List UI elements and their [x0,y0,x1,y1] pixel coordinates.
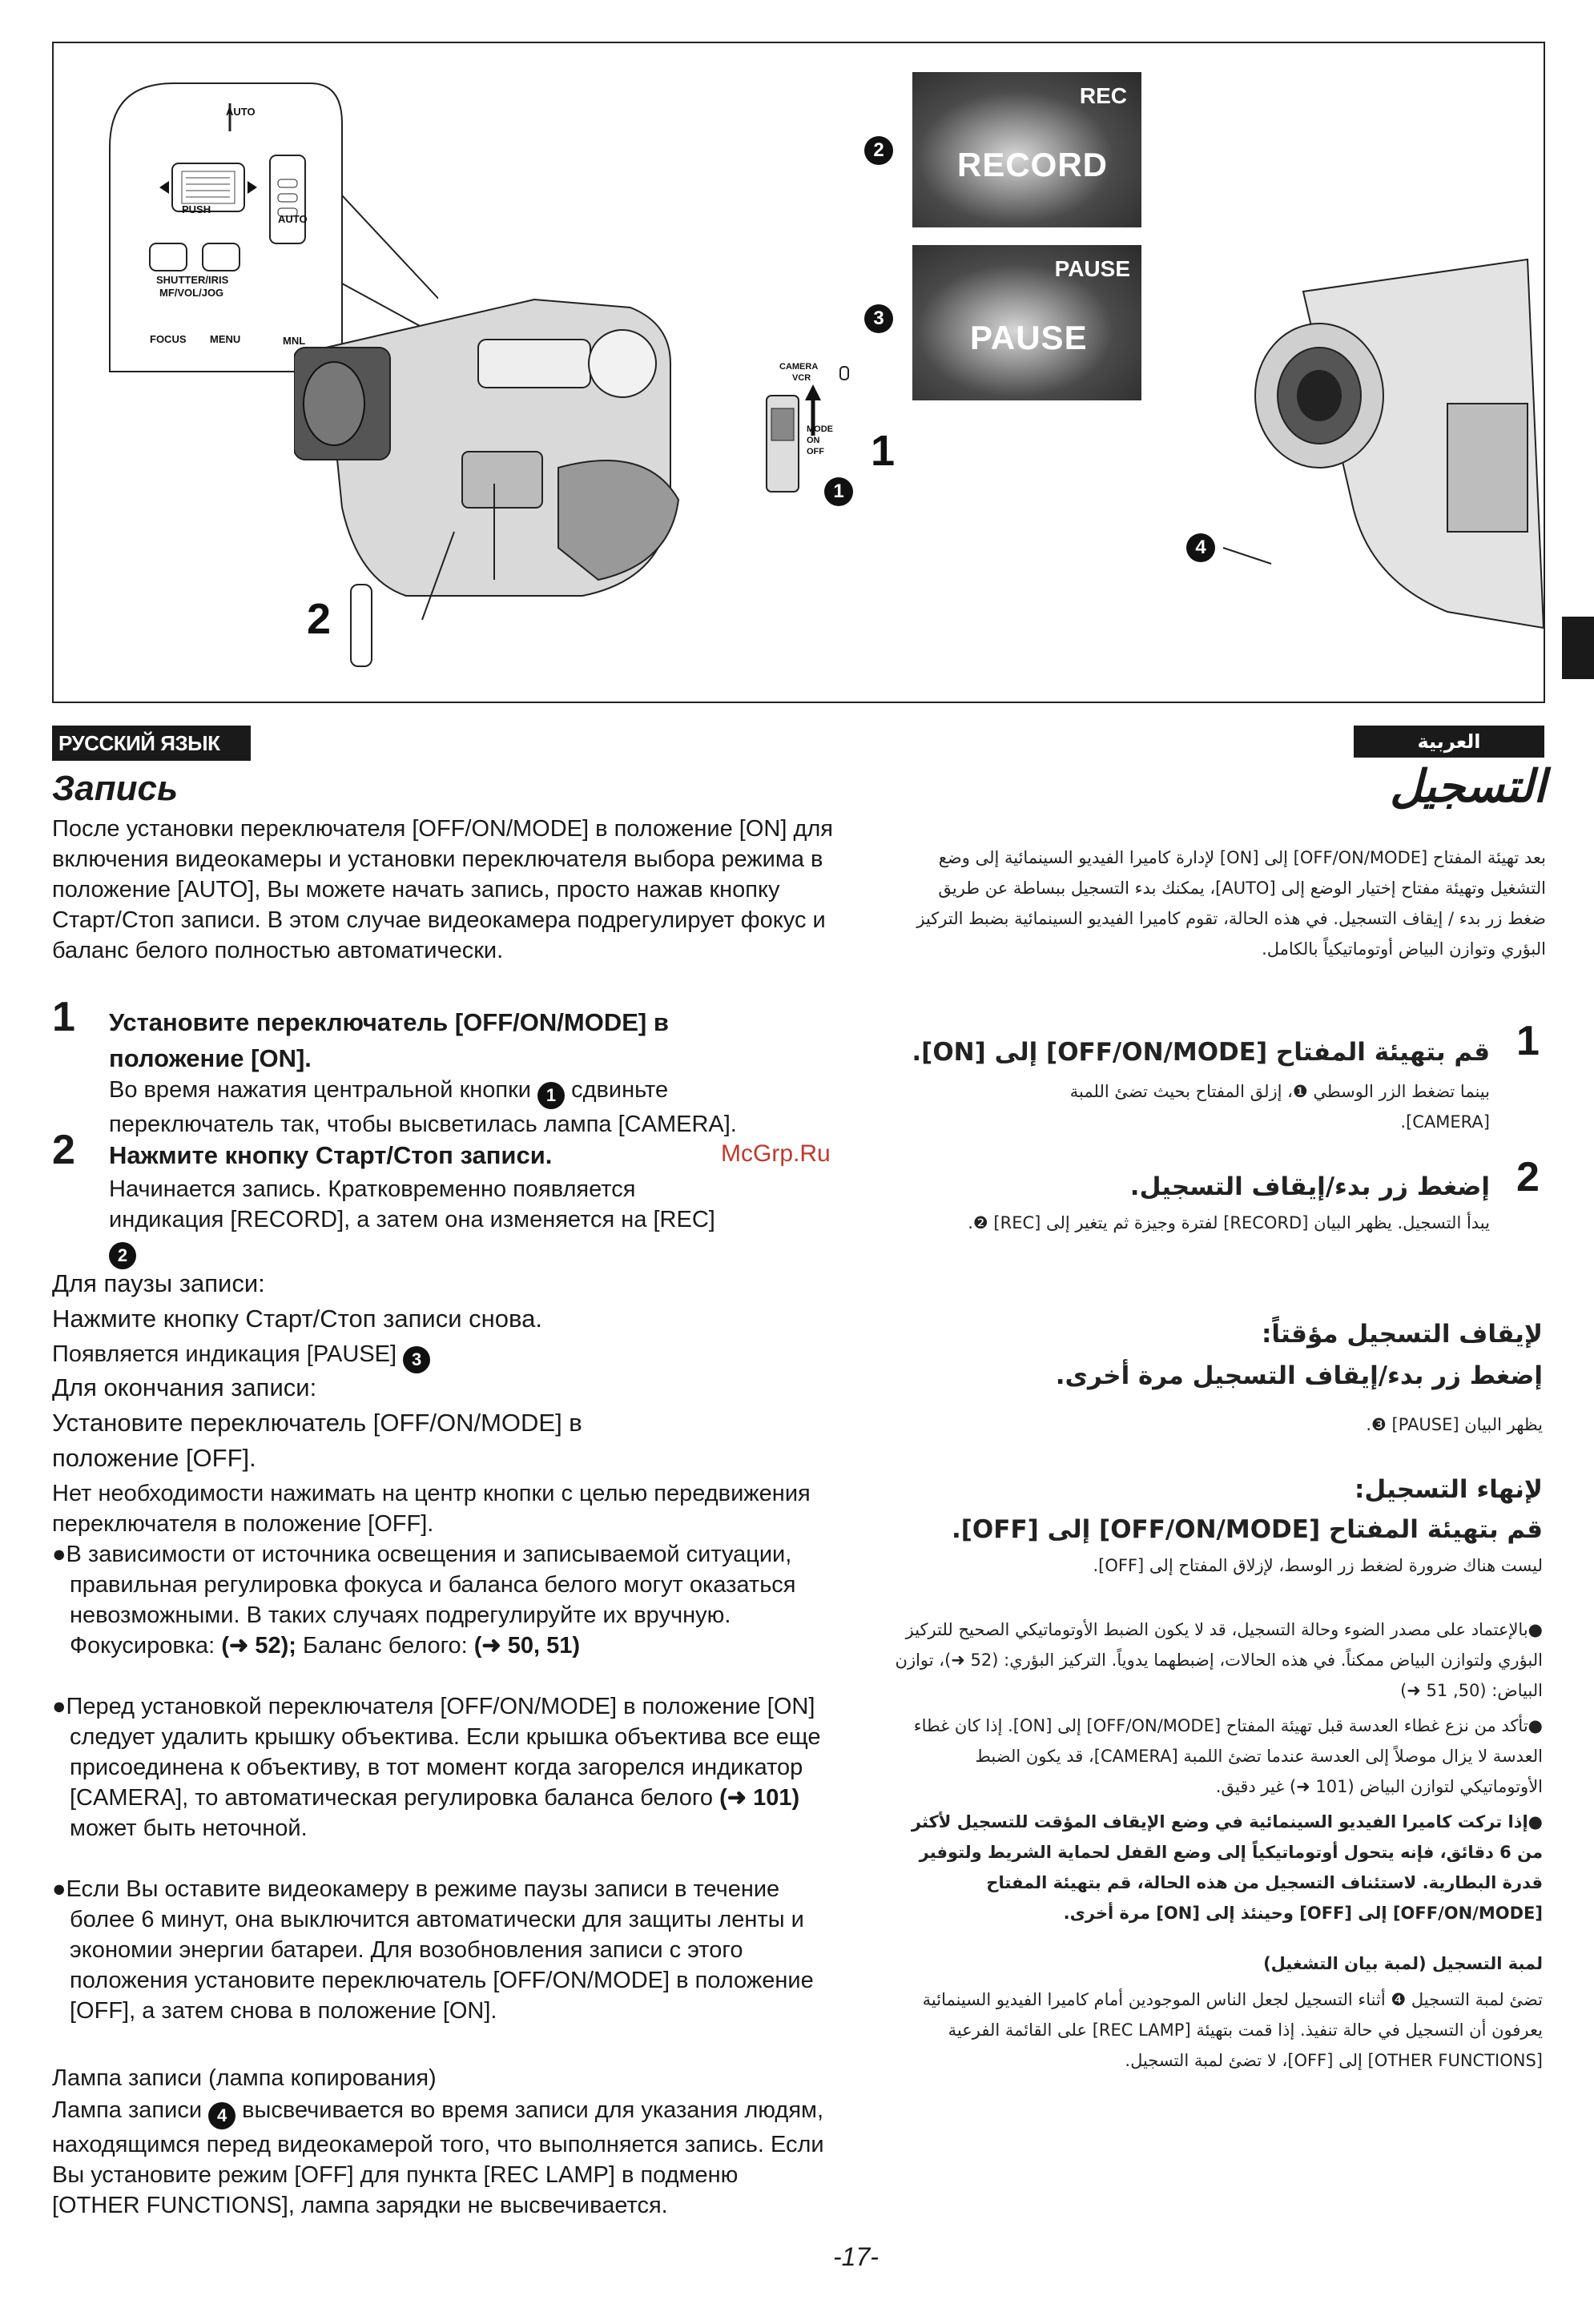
callout-2-inline: 2 [109,1242,136,1269]
russian-lamp-text-b: высвечивается во время записи для указания людям, находящимся перед видеокамерой того, что выполняется запись. Если Вы установите режим [OFF] для пункта [REC LAMP] в подменю [OTHER FUNCTIONS], лампа зарядки не высвечивается. [52,2097,824,2218]
arabic-intro: بعد تهيئة المفتاح [OFF/ON/MODE] إلى [ON] لإدارة كاميرا الفيديو السينمائية إلى وضع التشغيل وتهيئة مفتاح إختيار الوضع إلى [AUTO]، يمكنك بدء التسجيل ببساطة عن طريق ضغط زر بدء / إيقاف التسجيل. في هذه الحالة، تقوم كاميرا الفيديو السينمائية بضبط التركيز البؤري وتوازن البياض أوتوماتيكياً بالكامل. [916,848,1546,959]
russian-bullet-1-ref-a: Фокусировка: [70,1633,215,1659]
russian-end-action-line-1: Установите переключатель [OFF/ON/MODE] в [52,1409,582,1437]
bullet-dot: ● [52,1876,66,1902]
russian-step-2-heading: Нажмите кнопку Старт/Стоп записи. [109,1141,553,1169]
page-number: -17- [833,2242,879,2271]
russian-step-1-text-b: сдвиньте [571,1077,669,1103]
russian-bullet-1 [52,1539,847,1661]
russian-step-2-number: 2 [52,1127,75,1173]
callout-1-inline: 1 [537,1082,565,1109]
mfvol-label: MF/VOL/JOG [159,287,224,299]
auto-label-top: AUTO [226,106,256,118]
russian-intro: После установки переключателя [OFF/ON/MODE] в положение [ON] для включения видеокамеры и установки переключателя выбора режима в положение [AUTO], Вы можете начать запись, просто нажав кнопку Старт/Стоп записи. В этом случае видеокамера подрегулирует фокус и баланс белого полностью автоматически. [52,816,833,963]
record-screen [912,72,1141,227]
pause-indicator-small: PAUSE [1054,256,1130,281]
callout-4: 4 [1186,533,1215,562]
arabic-step-1-text: بينما تضغط الزر الوسطي ❶، إزلق المفتاح بحيث تضئ اللمبة [CAMERA]. [1069,1082,1490,1132]
arabic-end-action: قم بتهيئة المفتاح [OFF/ON/MODE] إلى [OFF]. [951,1515,1543,1544]
russian-bullet-2 [52,1691,847,1844]
arabic-step-2-number: 2 [1516,1154,1540,1200]
arabic-end-heading: لإنهاء التسجيل: [1354,1475,1543,1504]
arabic-step-2-heading: إضغط زر بدء/إيقاف التسجيل. [1129,1172,1490,1201]
russian-lamp-heading: Лампа записи (лампа копирования) [52,2065,437,2091]
russian-step-1-text-c: переключатель так, чтобы высветилась лампа [CAMERA]. [109,1112,737,1137]
russian-step-2-text [109,1174,854,1269]
russian-step-1-text [109,1075,854,1140]
russian-step-1-heading-line-2: положение [ON]. [109,1044,312,1072]
russian-bullet-1-ref-d: (➜ 50, 51) [473,1633,581,1659]
figure-step-1: 1 [871,427,896,475]
push-label: PUSH [182,203,211,215]
rec-indicator: REC [1079,83,1127,108]
russian-step-1-heading-line-1: Установите переключатель [OFF/ON/MODE] в [109,1008,669,1036]
russian-end-action-line-2: положение [OFF]. [52,1444,256,1472]
arabic-pause-text: يظهر البيان [PAUSE] ❸. [1366,1415,1543,1434]
russian-lamp-text [52,2095,829,2221]
arabic-step-2-text: يبدأ التسجيل. يظهر البيان [RECORD] لفترة وجيزة ثم يتغير إلى [REC] ❷. [968,1213,1490,1232]
russian-step-2-text-a: Начинается запись. Кратковременно появляется [109,1176,636,1202]
arabic-end-text: ليست هناك ضرورة لضغط زر الوسط، لإزلاق المفتاح إلى [OFF]. [1093,1556,1543,1575]
russian-bullet-1-text: В зависимости от источника освещения и записываемой ситуации, правильная регулировка фокуса и баланса белого могут оказаться невозможными. В таких случаях подрегулируйте их вручную. [66,1542,796,1628]
callout-2: 2 [864,136,893,165]
russian-step-1-text-a: Во время нажатия центральной кнопки [109,1077,531,1103]
off-label: OFF [807,447,824,456]
pause-screen [912,245,1141,400]
arabic-lamp-text: تضئ لمبة التسجيل ❹ أثناء التسجيل لجعل الناس الموجودين أمام كاميرا الفيديو السينمائية يعرفون أن التسجيل في حالة تنفيذ. إذا قمت بتهيئة [REC LAMP] على القائمة الفرعية [OTHER FUNCTIONS] إلى [OFF]، لا تضئ لمبة التسجيل. [922,1990,1543,2070]
russian-pause-heading: Для паузы записи: [52,1269,265,1297]
auto-switch-label: AUTO [278,213,308,225]
illustration-frame [52,42,1545,703]
callout-4-inline: 4 [208,2102,235,2129]
camera-lamp-label: CAMERA [779,362,819,372]
callout-1: 1 [824,477,853,506]
shutter-label: SHUTTER/IRIS [156,274,229,286]
menu-label: MENU [210,333,241,345]
russian-end-heading: Для окончания записи: [52,1373,317,1401]
start-stop-button-graphic [350,584,372,667]
arabic-title: التسجيل [1390,761,1546,813]
arabic-step-1-number: 1 [1516,1018,1540,1064]
arabic-language-label: العربية [1354,726,1544,758]
russian-bullet-2-tail: может быть неточной. [70,1815,308,1841]
on-label: ON [807,436,820,445]
russian-bullet-2-text: Перед установкой переключателя [OFF/ON/MODE] в положение [ON] следует удалить крышку объектива. Если крышка объектива все еще присоединена к объективу, в тот момент когда загорелся индикатор [CAMERA], то автоматическая регулировка баланса белого [66,1694,821,1811]
russian-step-2-text-b: индикация [RECORD], а затем она изменяется на [REC] [109,1207,715,1232]
russian-pause-text-body: Появляется индикация [PAUSE] [52,1341,397,1367]
russian-title: Запись [52,769,179,808]
russian-bullet-3 [52,1874,847,2026]
callout-3-inline: 3 [403,1346,430,1373]
russian-language-label: РУССКИЙ ЯЗЫК [52,726,251,761]
russian-end-text: Нет необходимости нажимать на центр кнопки с целью передвижения переключателя в положение [OFF]. [52,1481,811,1537]
arabic-pause-heading: لإيقاف التسجيل مؤقتاً: [1261,1320,1543,1349]
figure-step-2: 2 [307,595,332,643]
watermark: McGrp.Ru [721,1140,831,1167]
russian-step-1-number: 1 [52,994,75,1040]
section-tab-marker [1562,617,1594,679]
arabic-bullet-2: ●تأكد من نزع غطاء العدسة قبل تهيئة المفتاح [OFF/ON/MODE] إلى [ON]. إذا كان غطاء العدسة لا يزال موصلاً إلى العدسة عندما تضئ اللمبة [CAMERA]، قد يكون الضبط الأوتوماتيكي لتوازن البياض (101 ➜) غير دقيق. [913,1716,1543,1796]
mode-label: MODE [807,424,833,434]
vcr-lamp-label: VCR [792,373,811,383]
russian-pause-text [52,1339,430,1373]
bullet-dot: ● [52,1694,66,1719]
mnl-label: MNL [283,335,306,347]
arabic-pause-action: إضغط زر بدء/إيقاف التسجيل مرة أخرى. [1055,1361,1543,1390]
russian-bullet-1-ref-c: Баланс белого: [302,1633,468,1659]
russian-bullet-2-ref: (➜ 101) [719,1785,800,1811]
russian-bullet-3-text: Если Вы оставите видеокамеру в режиме паузы записи в течение более 6 минут, она выключится автоматически для защиты ленты и экономии энергии батареи. Для возобновления записи с этого положения установите переключатель [OFF/ON/MODE] в положение [OFF], а затем снова в положение [ON]. [66,1876,814,2024]
pause-indicator-large: PAUSE [970,319,1088,356]
focus-label: FOCUS [150,333,187,345]
camcorder-front-illustration [1207,243,1544,660]
arabic-bullet-3: ●إذا تركت كاميرا الفيديو السينمائية في وضع الإيقاف المؤقت للتسجيل لأكثر من 6 دقائق، فإنه يتحول أوتوماتيكياً إلى وضع القفل لحماية الشريط ولتوفير قدرة البطارية. لاستئناف التسجيل من هذه الحالة، قم بتهيئة المفتاح [OFF/ON/MODE] إلى [OFF] وحينئذ إلى [ON] مرة أخرى. [911,1812,1543,1923]
arabic-lamp-heading: لمبة التسجيل (لمبة بيان التشغيل) [1263,1954,1543,1973]
arabic-bullet-1: ●بالإعتماد على مصدر الضوء وحالة التسجيل، قد لا يكون الضبط الأوتوماتيكي الصحيح للتركيز البؤري ولتوازن البياض ممكناً. في هذه الحالات، إضبطهما يدوياً. التركيز البؤري: (52 ➜)، توازن البياض: (50, 51 ➜) [895,1620,1543,1700]
callout-3: 3 [864,304,893,333]
russian-bullet-1-ref-b: (➜ 52); [221,1633,296,1659]
arabic-step-1-heading: قم بتهيئة المفتاح [OFF/ON/MODE] إلى [ON]. [912,1038,1490,1067]
russian-lamp-text-a: Лампа записи [52,2097,203,2123]
bullet-dot: ● [52,1542,66,1567]
record-indicator: RECORD [957,146,1109,183]
russian-pause-action: Нажмите кнопку Старт/Стоп записи снова. [52,1305,542,1333]
